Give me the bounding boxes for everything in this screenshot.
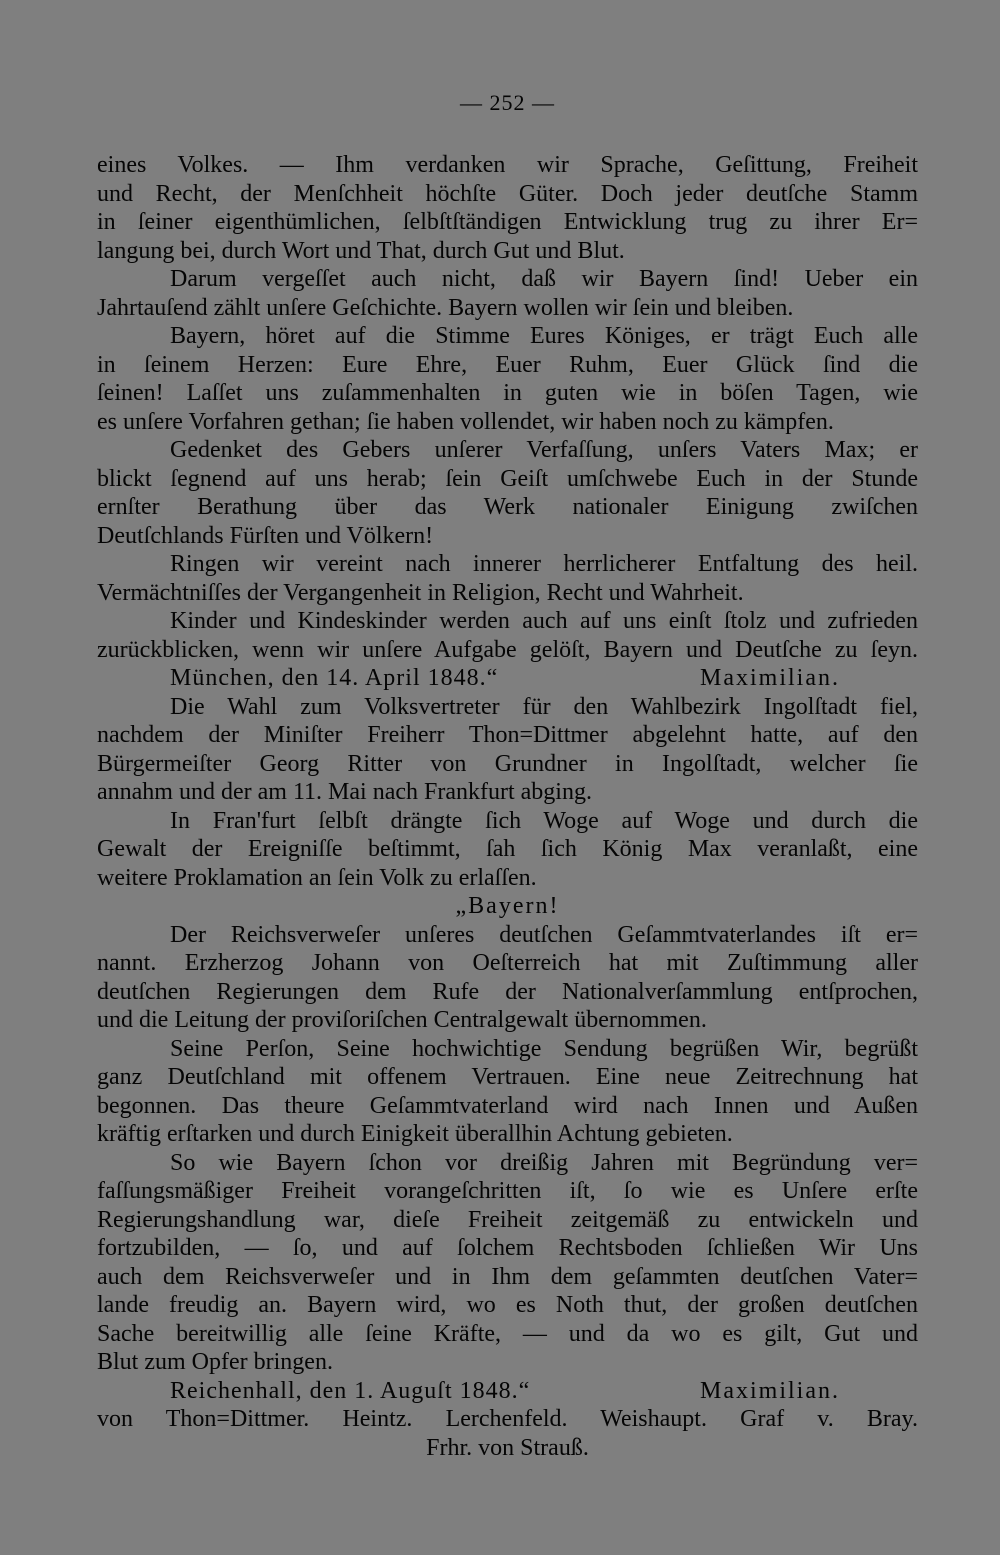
signature-name: Maximilian. bbox=[700, 665, 840, 691]
signature-line bbox=[97, 664, 918, 693]
text-line: Jahrtauſend zählt unſere Geſchichte. Bayern wollen wir ſein und bleiben. bbox=[97, 294, 794, 321]
text-line: in ſeinem Herzen: Eure Ehre, Euer Ruhm, Euer Glück ſind die bbox=[97, 351, 918, 378]
text-line: es unſere Vorfahren gethan; ſie haben vollendet, wir haben noch zu kämpfen. bbox=[97, 408, 834, 435]
text-line: langung bei, durch Wort und That, durch Gut und Blut. bbox=[97, 237, 625, 264]
text-line: lande freudig an. Bayern wird, wo es Noth thut, der großen deutſchen bbox=[97, 1292, 918, 1318]
text-line: ſeinen! Laſſet uns zuſammenhalten in guten wie in böſen Tagen, wie bbox=[97, 380, 918, 406]
text-line: Die Wahl zum Volksvertreter für den Wahlbezirk Ingolſtadt fiel, bbox=[170, 693, 918, 720]
text-line: Deutſchlands Fürſten und Völkern! bbox=[97, 522, 434, 549]
text-line: nachdem der Miniſter Freiherr Thon=Dittmer abgelehnt hatte, auf den bbox=[97, 722, 918, 748]
text-line: deutſchen Regierungen dem Rufe der Nationalverſammlung entſprochen, bbox=[97, 978, 918, 1005]
signature-name: Maximilian. bbox=[700, 1377, 840, 1404]
text-line: zurückblicken, wenn wir unſere Aufgabe gelöſt, Bayern und Deutſche zu ſeyn. bbox=[97, 636, 918, 663]
text-line: ganz Deutſchland mit offenem Vertrauen. Eine neue Zeitrechnung hat bbox=[97, 1064, 918, 1090]
paragraph bbox=[97, 151, 918, 265]
paragraph bbox=[97, 1035, 918, 1149]
text-line: auch dem Reichsverweſer und in Ihm dem geſammten deutſchen Vater= bbox=[97, 1263, 918, 1290]
text-line: und die Leitung der proviſoriſchen Centralgewalt übernommen. bbox=[97, 1007, 707, 1033]
text-line: Bürgermeiſter Georg Ritter von Grundner in Ingolſtadt, welcher ſie bbox=[97, 750, 918, 777]
text-line: Blut zum Opfer bringen. bbox=[97, 1349, 333, 1375]
signatories-line: von Thon=Dittmer. Heintz. Lerchenfeld. Weishaupt. Graf v. Bray. bbox=[97, 1406, 918, 1432]
paragraph bbox=[97, 436, 918, 550]
paragraph bbox=[97, 693, 918, 807]
text-line: Gewalt der Ereigniſſe beſtimmt, ſah ſich König Max veranlaßt, eine bbox=[97, 836, 918, 862]
place-date: München, den 14. April 1848.“ bbox=[170, 665, 499, 691]
text-line: Ringen wir vereint nach innerer herrlicherer Entfaltung des heil. bbox=[170, 551, 918, 577]
text-line: Vermächtniſſes der Vergangenheit in Religion, Recht und Wahrheit. bbox=[97, 579, 744, 606]
text-line: Der Reichsverweſer unſeres deutſchen Geſammtvaterlandes iſt er= bbox=[170, 921, 918, 948]
text-line: In Fran'furt ſelbſt drängte ſich Woge auf Woge und durch die bbox=[170, 807, 918, 834]
paragraph bbox=[97, 607, 918, 664]
paragraph bbox=[97, 921, 918, 1035]
text-block bbox=[97, 151, 918, 1462]
place-date: Reichenhall, den 1. Auguſt 1848.“ bbox=[170, 1377, 531, 1404]
text-line: kräftig erſtarken und durch Einigkeit überallhin Achtung gebieten. bbox=[97, 1121, 733, 1147]
paragraph bbox=[97, 807, 918, 893]
text-line: Sache bereitwillig alle ſeine Kräfte, — und da wo es gilt, Gut und bbox=[97, 1320, 918, 1347]
signature-line bbox=[97, 1377, 918, 1406]
text-line: Darum vergeſſet auch nicht, daß wir Bayern ſind! Ueber ein bbox=[170, 266, 918, 292]
paragraph bbox=[97, 550, 918, 607]
text-line: fortzubilden, — ſo, und auf ſolchem Rechtsboden ſchließen Wir Uns bbox=[97, 1235, 918, 1261]
text-line: So wie Bayern ſchon vor dreißig Jahren mit Begründung ver= bbox=[170, 1149, 918, 1176]
paragraph bbox=[97, 322, 918, 436]
text-line: Regierungshandlung war, dieſe Freiheit zeitgemäß zu entwickeln und bbox=[97, 1206, 918, 1233]
text-line: in ſeiner eigenthümlichen, ſelbſtſtändigen Entwicklung trug zu ihrer Er= bbox=[97, 209, 918, 235]
text-line: ernſter Berathung über das Werk nationaler Einigung zwiſchen bbox=[97, 494, 918, 520]
text-line: Seine Perſon, Seine hochwichtige Sendung begrüßen Wir, begrüßt bbox=[170, 1035, 918, 1062]
paragraph bbox=[97, 265, 918, 322]
proclamation-heading: „Bayern! bbox=[455, 893, 560, 919]
text-line: eines Volkes. — Ihm verdanken wir Sprache, Geſittung, Freiheit bbox=[97, 152, 918, 178]
text-line: Bayern, höret auf die Stimme Eures Königes, er trägt Euch alle bbox=[170, 323, 918, 349]
text-line: begonnen. Das theure Geſammtvaterland wird nach Innen und Außen bbox=[97, 1092, 918, 1119]
text-line: weitere Proklamation an ſein Volk zu erlaſſen. bbox=[97, 864, 537, 891]
text-line: faſſungsmäßiger Freiheit vorangeſchritten iſt, ſo wie es Unſere erſte bbox=[97, 1178, 918, 1204]
signatories-closing: Frhr. von Strauß. bbox=[426, 1434, 589, 1461]
text-line: und Recht, der Menſchheit höchſte Güter. Doch jeder deutſche Stamm bbox=[97, 180, 918, 207]
text-line: nannt. Erzherzog Johann von Oeſterreich hat mit Zuſtimmung aller bbox=[97, 950, 918, 976]
text-line: Gedenket des Gebers unſerer Verfaſſung, unſers Vaters Max; er bbox=[170, 437, 918, 463]
text-line: blickt ſegnend auf uns herab; ſein Geiſt umſchwebe Euch in der Stunde bbox=[97, 465, 918, 492]
page-number: — 252 — bbox=[460, 90, 555, 115]
paragraph bbox=[97, 1149, 918, 1377]
text-line: annahm und der am 11. Mai nach Frankfurt abging. bbox=[97, 779, 592, 805]
text-line: Kinder und Kindeskinder werden auch auf uns einſt ſtolz und zufrieden bbox=[170, 608, 918, 634]
